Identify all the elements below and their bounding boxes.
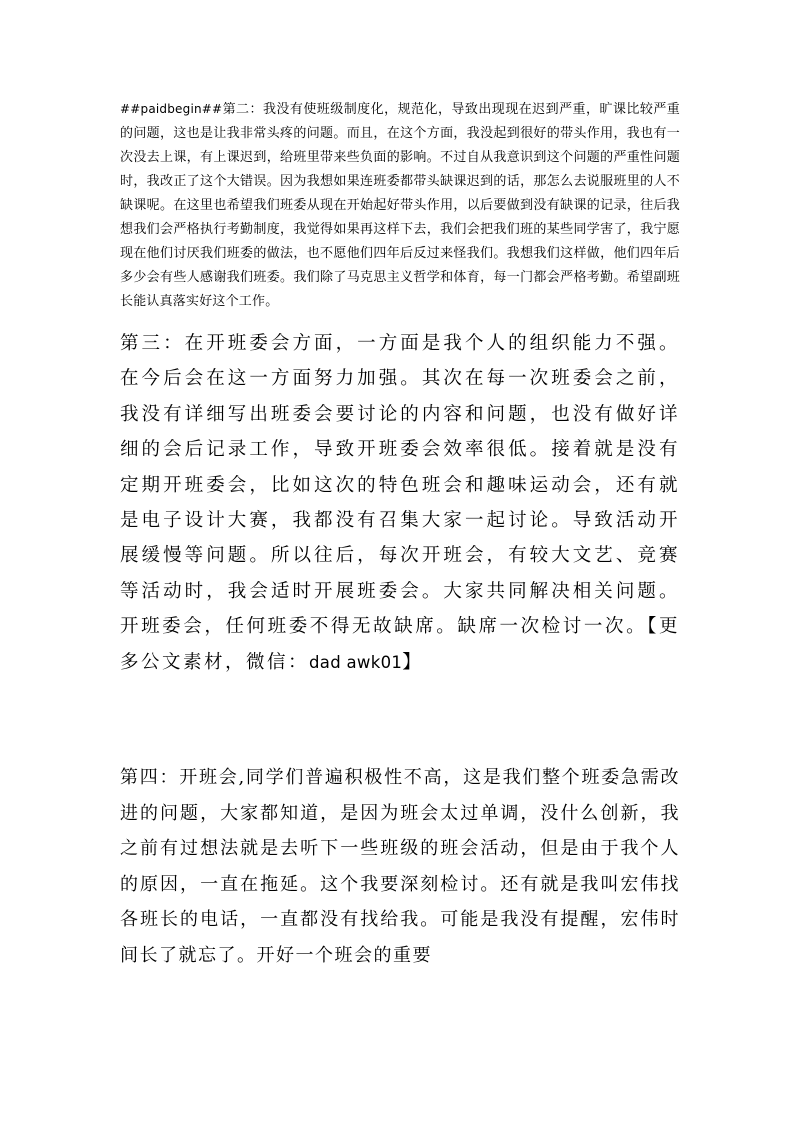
paragraph-second-point [120, 97, 680, 314]
paragraph-fourth-point-text: 第四：开班会,同学们普遍积极性不高，这是我们整个班委急需改进的问题，大家都知道，是因为班会太过单调，没什么创新，我之前有过想法就是去听下一些班级的班会活动，但是由于我个人的原因，一直在拖延。这个我要深刻检讨。还有就是我叫宏伟找各班长的电话，一直都没有找给我。可能是我没有提醒，宏伟时间长了就忘了。开好一个班会的重要 [120, 767, 680, 966]
paid-begin-marker: ##paidbegin## [120, 102, 223, 116]
paragraph-third-point-text: 第三：在开班委会方面，一方面是我个人的组织能力不强。在今后会在这一方面努力加强。其次在每一次班委会之前，我没有详细写出班委会要讨论的内容和问题，也没有做好详细的会后记录工作，导致开班委会效率很低。接着就是没有定期开班委会，比如这次的特色班会和趣味运动会，还有就是电子设计大赛，我都没有召集大家一起讨论。导致活动开展缓慢等问题。所以往后，每次开班会，有较大文艺、竞赛等活动时，我会适时开展班委会。大家共同解决相关问题。开班委会，任何班委不得无故缺席。缺席一次检讨一次。【更多公文素材，微信： [120, 333, 680, 673]
wechat-id: dad awk01 [309, 652, 403, 672]
closing-bracket: 】 [402, 651, 424, 673]
paragraph-second-point-text: 第二：我没有使班级制度化，规范化，导致出现现在迟到严重，旷课比较严重的问题，这也是让我非常头疼的问题。而且，在这个方面，我没起到很好的带头作用，我也有一次没去上课，有上课迟到，给班里带来些负面的影响。不过自从我意识到这个问题的严重性问题时，我改正了这个大错误。因为我想如果连班委都带头缺课迟到的话，那怎么去说服班里的人不缺课呢。在这里也希望我们班委从现在开始起好带头作用，以后要做到没有缺课的记录，往后我想我们会严格执行考勤制度，我觉得如果再这样下去，我们会把我们班的某些同学害了，我宁愿现在他们讨厌我们班委的做法，也不愿他们四年后反过来怪我们。我想我们这样做，他们四年后多少会有些人感谢我们班委。我们除了马克思主义哲学和体育，每一门都会严格考勤。希望副班长能认真落实好这个工作。 [120, 102, 680, 309]
paragraph-fourth-point [120, 760, 680, 974]
paragraph-third-point [120, 326, 680, 680]
